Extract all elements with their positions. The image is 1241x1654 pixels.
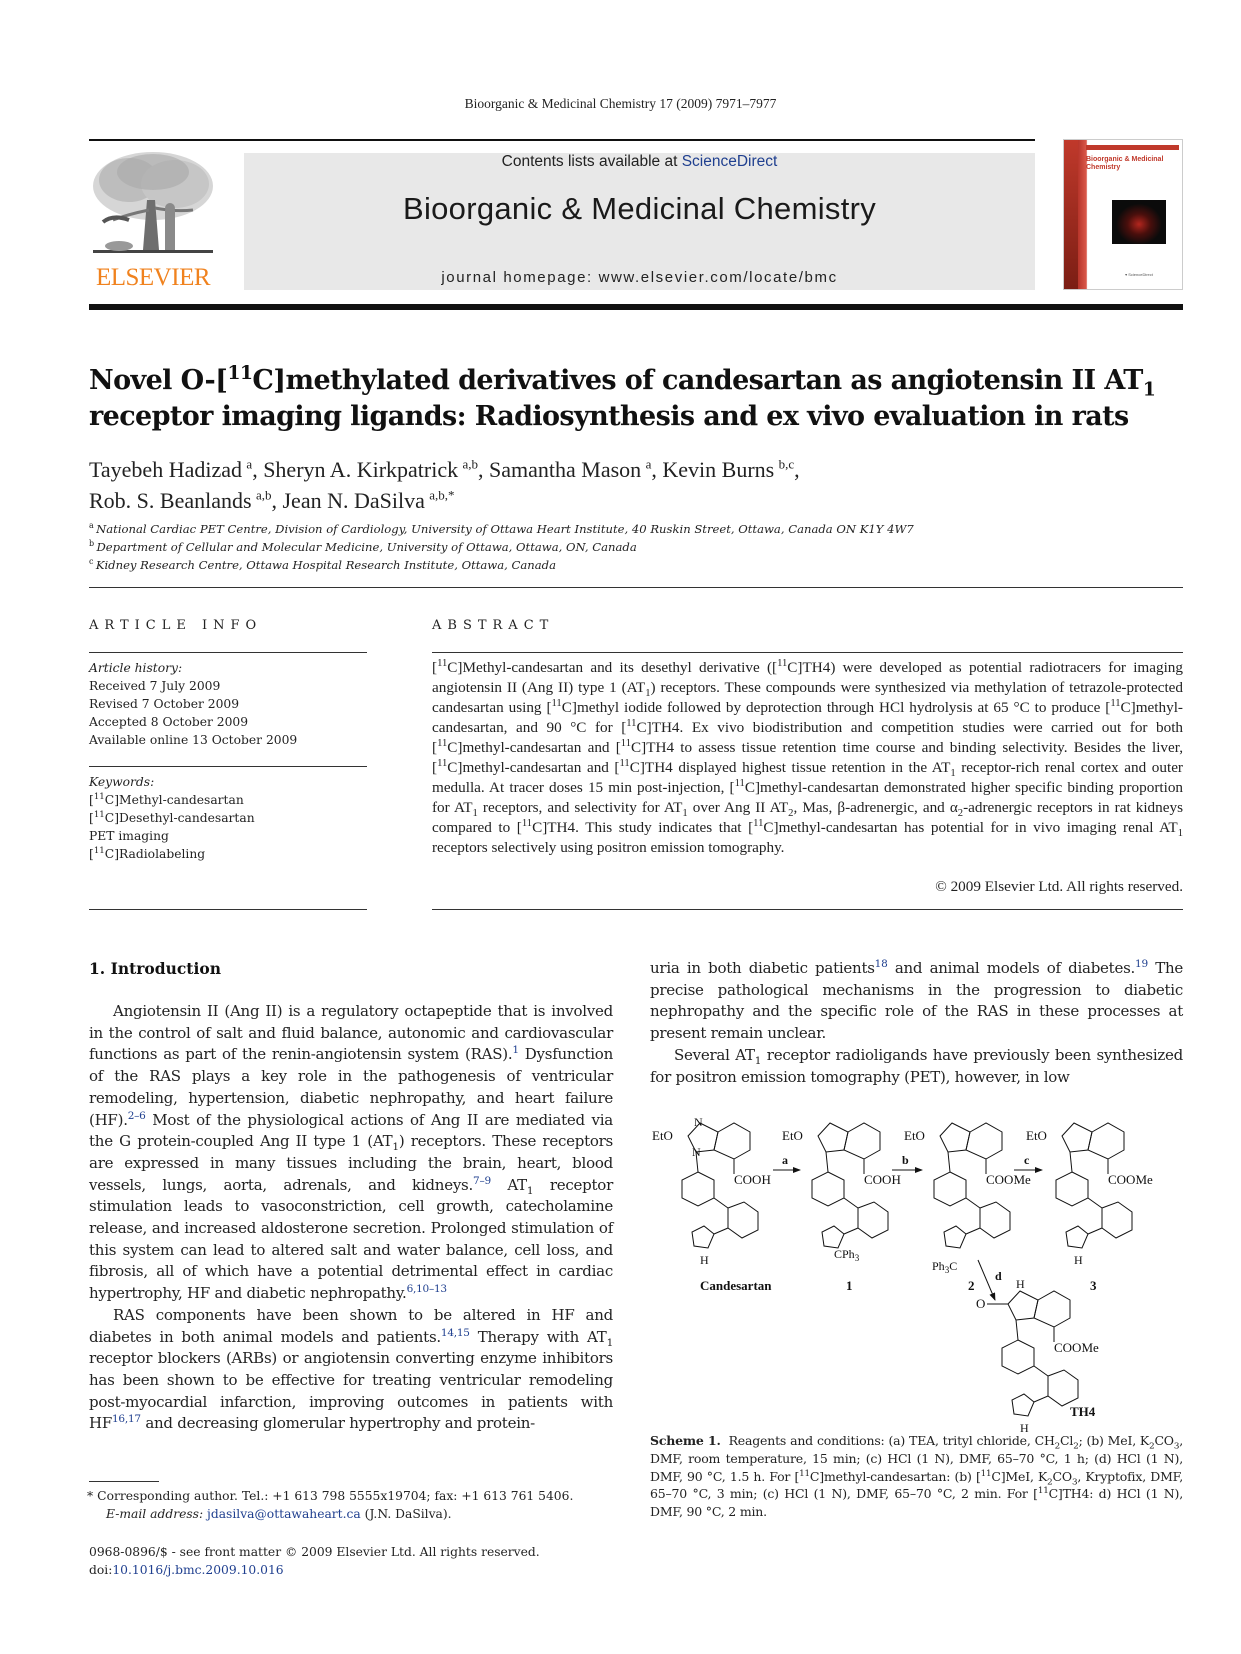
author[interactable]: Kevin Burns $^{b,c}$ <box>662 456 795 482</box>
article-title: Novel O-[$^{11}$C]methylated derivatives of candesartan as angiotensin II $AT_1$ receptor imaging ligands: Radiosynthesis and ex vivo evaluation in rats <box>89 362 1156 432</box>
svg-text:N: N <box>692 1145 701 1159</box>
svg-text:H: H <box>1074 1253 1083 1267</box>
compound-label: Candesartan <box>700 1278 772 1293</box>
divider <box>89 766 367 767</box>
body-column-left <box>89 1001 613 1435</box>
caption-label: Scheme 1. <box>650 1433 721 1448</box>
divider <box>89 909 367 910</box>
svg-text:COOH: COOH <box>864 1172 901 1187</box>
svg-text:c: c <box>1024 1153 1030 1167</box>
author[interactable]: Rob. S. Beanlands $^{a,b}$ <box>89 487 272 513</box>
author[interactable]: Tayebeh Hadizad $^a$ <box>89 456 253 482</box>
svg-text:N: N <box>694 1115 703 1129</box>
homepage-link[interactable]: www.elsevier.com/locate/bmc <box>598 269 838 286</box>
abstract-heading: ABSTRACT <box>432 618 555 633</box>
affiliation: $^a$ National Cardiac PET Centre, Division of Cardiology, University of Ottawa Heart Institute, 40 Ruskin Street, Ottawa, Canada ON K1Y 4W7 <box>89 521 914 536</box>
compound-2-structure-icon <box>904 1123 1031 1275</box>
author-list: Tayebeh Hadizad $^a$, Sheryn A. Kirkpatrick $^{a,b}$, Samantha Mason $^a$, Kevin Burns $^{b,c}$, Rob. S. Beanlands $^{a,b}$, Jean N. DaSilva $^{a,b,*}$ <box>89 456 800 513</box>
journal-homepage: journal homepage: www.elsevier.com/locate/bmc <box>441 269 838 286</box>
affiliation: $^b$ Department of Cellular and Molecular Medicine, University of Ottawa, Ottawa, ON, Canada <box>89 539 637 554</box>
sciencedirect-link[interactable]: ScienceDirect <box>681 153 778 170</box>
journal-cover-thumbnail[interactable] <box>1063 139 1183 290</box>
paragraph: RAS components have been shown to be altered in HF and diabetes in both animal models and patients.$^{14,15}$ Therapy with $AT_1$ receptor blockers (ARBs) or angiotensin converting enzyme inhibitors has been shown to be effective for treating ventricular remodeling post-myocardial infarction, improving outcomes in patients with HF$^{16,17}$ and decreasing glomerular hypertrophy and protein- <box>89 1305 613 1433</box>
svg-text:H: H <box>700 1253 709 1267</box>
divider <box>432 909 1183 910</box>
svg-text:COOMe: COOMe <box>986 1172 1031 1187</box>
history-item: Available online 13 October 2009 <box>89 733 298 747</box>
keywords-label: Keywords: <box>89 775 155 789</box>
divider <box>89 587 1183 588</box>
elsevier-wordmark: ELSEVIER <box>95 264 211 291</box>
compound-label: TH4 <box>1070 1404 1096 1419</box>
article-info-heading: ARTICLE INFO <box>89 618 263 633</box>
svg-text:CPh3: CPh$_3$ <box>834 1247 860 1263</box>
footnote-rule <box>89 1481 159 1482</box>
masthead-top-rule <box>89 139 1035 141</box>
abstract-copyright: © 2009 Elsevier Ltd. All rights reserved. <box>935 878 1183 895</box>
affiliations <box>89 520 1189 574</box>
abstract-text: [$^{11}$C]Methyl-candesartan and its desethyl derivative ([$^{11}$C]TH4) were developed as potential radiotracers for imaging angiotensin II (Ang II) type 1 $(AT_1)$ receptors. These compounds were synthesized via methylation of tetrazole-protected candesartan using [$^{11}$C]methyl iodide followed by deprotection through HCl hydrolysis at 65 °C to produce [$^{11}$C]methyl-candesartan, and 90 °C for [$^{11}$C]TH4. Ex vivo biodistribution and competition studies were carried out for both [$^{11}$C]methyl-candesartan and [$^{11}$C]TH4 to assess tissue retention time course and binding selectivity. Besides the liver, [$^{11}$C]methyl-candesartan and [$^{11}$C]TH4 displayed highest tissue retention in the $AT_1$ receptor-rich renal cortex and outer medulla. At tracer doses 15 min post-injection, [$^{11}$C]methyl-candesartan demonstrated higher specific binding proportion for $AT_1$ receptors, and selectivity for $AT_1$ over Ang II $AT_2$, Mas, β-adrenergic, and $\alpha_2$-adrenergic receptors in rat kidneys compared to [$^{11}$C]TH4. This study indicates that [$^{11}$C]methyl-candesartan has potential for in vivo imaging renal $AT_1$ receptors selectively using positron emission tomography. <box>432 657 1184 856</box>
history-item: Received 7 July 2009 <box>89 679 221 693</box>
caption-text: Reagents and conditions: (a) TEA, trityl chloride, $CH_2Cl_2$; (b) MeI, $K_2CO_3$, DMF, room temperature, 15 min; (c) HCl (1 N), DMF, 65–70 °C, 1 h; (d) HCl (1 N), DMF, 90 °C, 1.5 h. For [$^{11}$C]methyl-candesartan: (b) [$^{11}$C]MeI, $K_2CO_3$, Kryptofix, DMF, 65–70 °C, 3 min; (c) HCl (1 N), DMF, 65–70 °C, 2 min. For [$^{11}$C]TH4: d) HCl (1 N), DMF, 90 °C, 2 min. <box>650 1433 1184 1520</box>
scheme-1-figure <box>650 1110 1183 1435</box>
email-link[interactable]: jdasilva@ottawaheart.ca <box>207 1507 361 1521</box>
front-matter: 0968-0896/$ - see front matter © 2009 Elsevier Ltd. All rights reserved. doi:10.1016/j.bmc.2009.10.016 <box>89 1545 540 1577</box>
journal-title: Bioorganic & Medicinal Chemistry <box>402 191 877 226</box>
svg-text:b: b <box>902 1153 909 1167</box>
keyword[interactable]: PET imaging <box>89 829 169 843</box>
compound-label: 2 <box>968 1278 975 1293</box>
masthead-bottom-rule <box>89 304 1183 310</box>
running-head: Bioorganic & Medicinal Chemistry 17 (2009) 7971–7977 <box>464 96 777 111</box>
compound-label: 3 <box>1090 1278 1097 1293</box>
elsevier-logo[interactable] <box>89 150 217 290</box>
svg-text:EtO: EtO <box>904 1128 925 1143</box>
divider <box>432 652 1183 653</box>
section-heading-introduction: 1. Introduction <box>89 959 221 978</box>
svg-text:COOMe: COOMe <box>1054 1340 1099 1355</box>
svg-text:H: H <box>1016 1277 1025 1291</box>
author[interactable]: Sheryn A. Kirkpatrick $^{a,b}$ <box>263 456 479 482</box>
svg-text:d: d <box>995 1269 1002 1283</box>
cover-spine <box>1064 140 1078 289</box>
body-column-right <box>650 958 1183 1088</box>
scheme-1-caption <box>650 1432 1183 1521</box>
cover-image <box>1112 200 1166 244</box>
svg-text:Ph3C: $Ph_3C$ <box>932 1259 958 1275</box>
svg-text:COOH: COOH <box>734 1172 771 1187</box>
history-item: Accepted 8 October 2009 <box>89 715 249 729</box>
svg-text:H: H <box>1020 1421 1029 1435</box>
history-item: Revised 7 October 2009 <box>89 697 240 711</box>
keyword[interactable]: [$^{11}$C]Methyl-candesartan <box>89 791 244 807</box>
journal-banner <box>244 153 1035 290</box>
keywords <box>89 773 367 863</box>
author[interactable]: Samantha Mason $^a$ <box>489 456 652 482</box>
article-history-label: Article history: <box>89 661 183 675</box>
cover-topbar <box>1086 145 1179 150</box>
candesartan-structure-icon <box>652 1115 771 1267</box>
divider <box>89 652 367 653</box>
paragraph: Several $AT_1$ receptor radioligands have previously been synthesized for positron emission tomography (PET), however, in low <box>650 1045 1183 1086</box>
article-history <box>89 659 367 749</box>
doi-link[interactable]: 10.1016/j.bmc.2009.10.016 <box>112 1563 284 1577</box>
compound-1-structure-icon <box>782 1123 901 1263</box>
compound-label: 1 <box>846 1278 853 1293</box>
corresponding-author-footnote: * Corresponding author. Tel.: +1 613 798 5555x19704; fax: +1 613 761 5406. E-mail address: jdasilva@ottawaheart.ca (J.N. DaSilva). <box>87 1489 574 1521</box>
elsevier-tree-icon <box>89 150 217 263</box>
svg-text:EtO: EtO <box>782 1128 803 1143</box>
cover-title: Bioorganic & Medicinal Chemistry <box>1086 156 1164 171</box>
keyword[interactable]: [$^{11}$C]Desethyl-candesartan <box>89 809 255 825</box>
paragraph: Angiotensin II (Ang II) is a regulatory octapeptide that is involved in the control of salt and fluid balance, autonomic and cardiovascular functions as part of the renin-angiotensin system (RAS).$^1$ Dysfunction of the RAS plays a key role in the pathogenesis of ventricular remodeling, hypertension, diabetic nephropathy, and heart failure (HF).$^{2-6}$ Most of the physiological actions of Ang II are mediated via the G protein-coupled Ang II type 1 $(AT_1)$ receptors. These receptors are expressed in many tissues including the brain, heart, blood vessels, lungs, aorta, adrenals, and kidneys.$^{7-9}$ $AT_1$ receptor stimulation leads to vasoconstriction, cell growth, catecholamine release, and increased aldosterone secretion. Prolonged stimulation of this system can lead to altered salt and water balance, cell loss, and fibrosis, all of which have a potential detrimental effect in cardiac hypertrophy, HF and diabetic nephropathy.$^{6,10-13}$ <box>89 1002 614 1303</box>
cover-footer-logo-icon: ▾ ScienceDirect <box>1125 272 1153 277</box>
keyword[interactable]: [$^{11}$C]Radiolabeling <box>89 845 206 861</box>
svg-text:COOMe: COOMe <box>1108 1172 1153 1187</box>
contents-availability: Contents lists available at ScienceDirect <box>501 153 778 170</box>
svg-text:a: a <box>782 1153 788 1167</box>
svg-text:EtO: EtO <box>1026 1128 1047 1143</box>
author[interactable]: Jean N. DaSilva $^{a,b,*}$ <box>282 487 455 513</box>
affiliation: $^c$ Kidney Research Centre, Ottawa Hospital Research Institute, Ottawa, Canada <box>89 557 557 572</box>
svg-text:EtO: EtO <box>652 1128 673 1143</box>
paragraph: uria in both diabetic patients$^{18}$ and animal models of diabetes.$^{19}$ The precise pathological mechanisms in the progression to diabetic nephropathy and the specific role of the RAS in these processes at present remain unclear. <box>650 958 1183 1043</box>
compound-3-structure-icon <box>1026 1123 1153 1267</box>
svg-text:O: O <box>976 1296 986 1311</box>
